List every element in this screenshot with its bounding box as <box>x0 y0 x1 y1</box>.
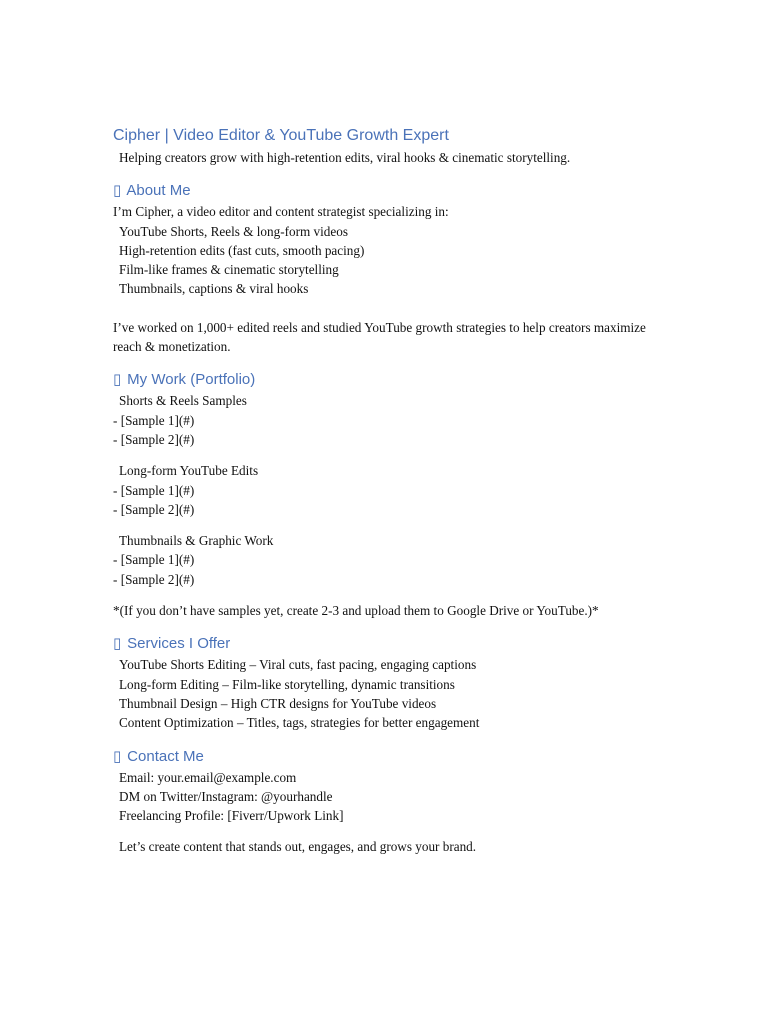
contact-social: DM on Twitter/Instagram: @yourhandle <box>119 788 333 804</box>
contact-heading <box>113 745 673 768</box>
closing-line: Let’s create content that stands out, engages, and grows your brand. <box>119 839 477 855</box>
services-heading <box>113 632 673 655</box>
service-item: YouTube Shorts Editing – Viral cuts, fast pacing, engaging captions <box>119 657 477 673</box>
sample-link[interactable]: - [Sample 1](#) <box>113 552 195 568</box>
work-group-title: Shorts & Reels Samples <box>119 393 247 409</box>
about-item: High-retention edits (fast cuts, smooth pacing) <box>119 242 365 258</box>
work-heading <box>113 368 673 391</box>
tagline: Helping creators grow with high-retention edits, viral hooks & cinematic storytelling. <box>119 150 571 165</box>
page-title: Cipher | Video Editor & YouTube Growth Expert <box>113 127 449 144</box>
contact-heading-text: Contact Me <box>127 747 204 765</box>
about-item: Thumbnails, captions & viral hooks <box>119 281 309 297</box>
document-body <box>113 124 673 857</box>
work-note: *(If you don’t have samples yet, create 2-3 and upload them to Google Drive or YouTube.)* <box>113 603 599 619</box>
service-item: Content Optimization – Titles, tags, strategies for better engagement <box>119 715 480 731</box>
about-item: Film-like frames & cinematic storytelling <box>119 262 339 278</box>
work-heading-text: My Work (Portfolio) <box>127 371 256 389</box>
services-heading-text: Services I Offer <box>127 635 231 653</box>
about-intro: I’m Cipher, a video editor and content strategist specializing in: <box>113 204 449 220</box>
sample-link[interactable]: - [Sample 1](#) <box>113 482 195 498</box>
missing-glyph-icon: ▯ <box>113 370 122 389</box>
about-heading-text: About Me <box>126 182 191 200</box>
missing-glyph-icon: ▯ <box>113 634 122 653</box>
sample-link[interactable]: - [Sample 2](#) <box>113 501 195 517</box>
service-item: Thumbnail Design – High CTR designs for YouTube videos <box>119 695 437 711</box>
missing-glyph-icon: ▯ <box>113 746 122 765</box>
sample-link[interactable]: - [Sample 2](#) <box>113 571 195 587</box>
about-heading <box>113 179 673 202</box>
sample-link[interactable]: - [Sample 2](#) <box>113 431 195 447</box>
work-group-title: Thumbnails & Graphic Work <box>119 533 274 549</box>
service-item: Long-form Editing – Film-like storytelling, dynamic transitions <box>119 676 455 692</box>
missing-glyph-icon: ▯ <box>113 181 122 200</box>
contact-freelance: Freelancing Profile: [Fiverr/Upwork Link] <box>119 808 344 824</box>
contact-email: Email: your.email@example.com <box>119 769 297 785</box>
about-item: YouTube Shorts, Reels & long-form videos <box>119 223 348 239</box>
work-group-title: Long-form YouTube Edits <box>119 463 259 479</box>
about-paragraph: I’ve worked on 1,000+ edited reels and studied YouTube growth strategies to help creators maximize reach & monetization. <box>113 319 646 355</box>
sample-link[interactable]: - [Sample 1](#) <box>113 412 195 428</box>
